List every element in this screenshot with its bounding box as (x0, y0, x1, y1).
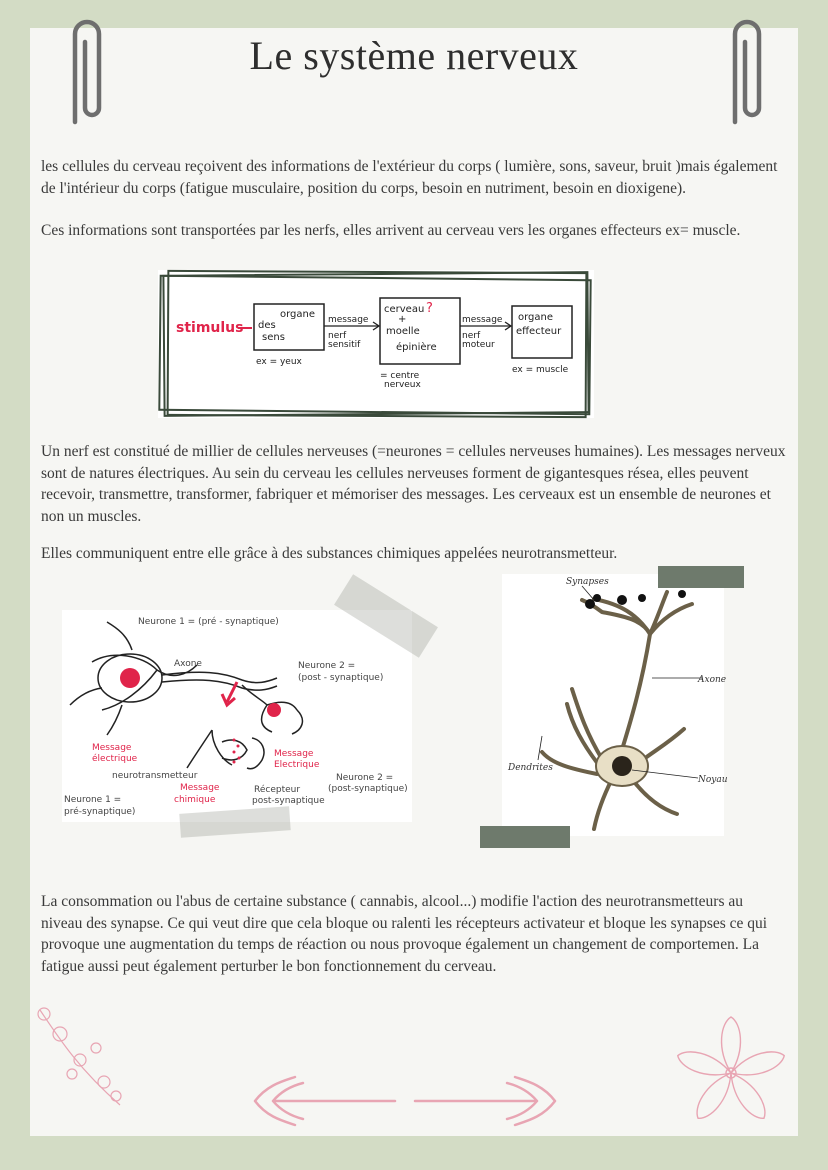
sketch-neurone2b-label1: Neurone 2 = (336, 773, 394, 783)
synapse-sketch-photo (62, 610, 412, 822)
flow-box2-line3: moelle (386, 326, 420, 337)
flow-arrow2-top: message (462, 315, 503, 325)
figure-synapses-label: Synapses (566, 577, 609, 587)
sketch-msg-elec-right1: Message (274, 749, 314, 759)
figure-dendrites-label: Dendrites (508, 763, 553, 773)
neuron1-nucleus-icon (120, 668, 140, 688)
flow-box2-note1: = centre (380, 371, 420, 381)
flow-box2-line1: cerveau (384, 304, 425, 315)
flow-box1-line2: des (258, 320, 276, 331)
flow-arrow2-bottom2: moteur (462, 340, 495, 350)
sketch-recepteur1: Récepteur (254, 785, 301, 795)
flow-arrow1-bottom2: sensitif (328, 340, 361, 350)
flow-arrow1-bottom1: nerf (328, 331, 347, 341)
flow-box2-line4: épinière (396, 342, 437, 353)
neuron-figure-photo (502, 574, 728, 836)
sketch-neurone1b-label1: Neurone 1 = (64, 795, 122, 805)
flow-stimulus: stimulus (176, 320, 244, 336)
flower-branch-icon (30, 1000, 130, 1110)
sketch-msg-elec-left2: électrique (92, 754, 138, 764)
nervous-flow-diagram (158, 270, 594, 418)
sketch-neurone2b-label2: (post-synaptique) (328, 784, 408, 794)
neuron2-nucleus-icon (267, 703, 281, 717)
figure-noyau-label: Noyau (698, 775, 728, 785)
sketch-neurone2-label2: (post - synaptique) (298, 673, 384, 683)
page-title: Le système nerveux (249, 33, 579, 78)
flow-box3-line1: organe (518, 312, 554, 323)
intro-paragraph-1: les cellules du cerveau reçoivent des informations de l'extérieur du corps ( lumière, sons, saveur, bruit )mais également de l'intérieur du corps (fatigue musculaire, position du corps, besoin en nutriment, besoin en dioxigene). (41, 158, 778, 197)
flow-box3-example: ex = muscle (512, 365, 569, 375)
sketch-msg-chimique1: Message (180, 783, 220, 793)
sketch-neurotransmitter-label: neurotransmetteur (112, 771, 198, 781)
sketch-msg-chimique2: chimique (174, 795, 216, 805)
tape-strip (480, 826, 570, 848)
sketch-neurone1b-label2: pré-synaptique) (64, 807, 136, 817)
flow-box1-example: ex = yeux (256, 357, 302, 367)
flow-box3-line2: effecteur (516, 326, 562, 337)
flow-arrow1-top: message (328, 315, 369, 325)
flow-box2-line2: + (398, 314, 407, 325)
flow-box2-note2: nerveux (384, 380, 421, 390)
sketch-msg-elec-right2: Electrique (274, 760, 320, 770)
sketch-recepteur2: post-synaptique (252, 796, 325, 806)
arrow-divider-icon (245, 1073, 565, 1129)
middle-paragraph-2: Elles communiquent entre elle grâce à des substances chimiques appelées neurotransmetteur. (41, 545, 618, 562)
sketch-msg-elec-left1: Message (92, 743, 132, 753)
neuron-nucleus-icon (612, 756, 632, 776)
sketch-neurone2-label1: Neurone 2 = (298, 661, 356, 671)
conclusion-paragraph: La consommation ou l'abus de certaine substance ( cannabis, alcool...) modifie l'action des neurotransmetteurs au niveau des synapse. Ce qui veut dire que cela bloque ou ralenti les récepteurs activateur et bloque les synapses ce qui provoque une augmentation du temps de réaction ou nous provoque également un changement de comportemen. La fatigue aussi peut également perturber le bon fonctionnement du cerveau. (41, 893, 768, 975)
flow-arrow2-bottom1: nerf (462, 331, 481, 341)
middle-paragraph-1: Un nerf est constitué de millier de cellules nerveuses (=neurones = cellules nerveuses humaines). Les messages nerveux sont de natures électriques. Au sein du cerveau les cellules nerveuses forment de gigantesques résea, elles peuvent recevoir, transmettre, transformer, fabriquer et mémoriser des messages. Les cerveaux est un ensemble de neurones et non un muscles. (41, 443, 786, 525)
flow-box1-line3: sens (262, 332, 285, 343)
sketch-axone-label: Axone (174, 659, 202, 669)
intro-paragraph-2: Ces informations sont transportées par les nerfs, elles arrivent au cerveau vers les organes effecteurs ex= muscle. (41, 222, 741, 239)
sketch-neurone1-label: Neurone 1 = (pré - synaptique) (138, 617, 279, 627)
flow-box1-line1: organe (280, 309, 316, 320)
figure-axone-label: Axone (698, 675, 727, 685)
tape-strip (658, 566, 744, 588)
blossom-icon (672, 1014, 790, 1132)
flow-box2-question: ? (426, 301, 433, 316)
